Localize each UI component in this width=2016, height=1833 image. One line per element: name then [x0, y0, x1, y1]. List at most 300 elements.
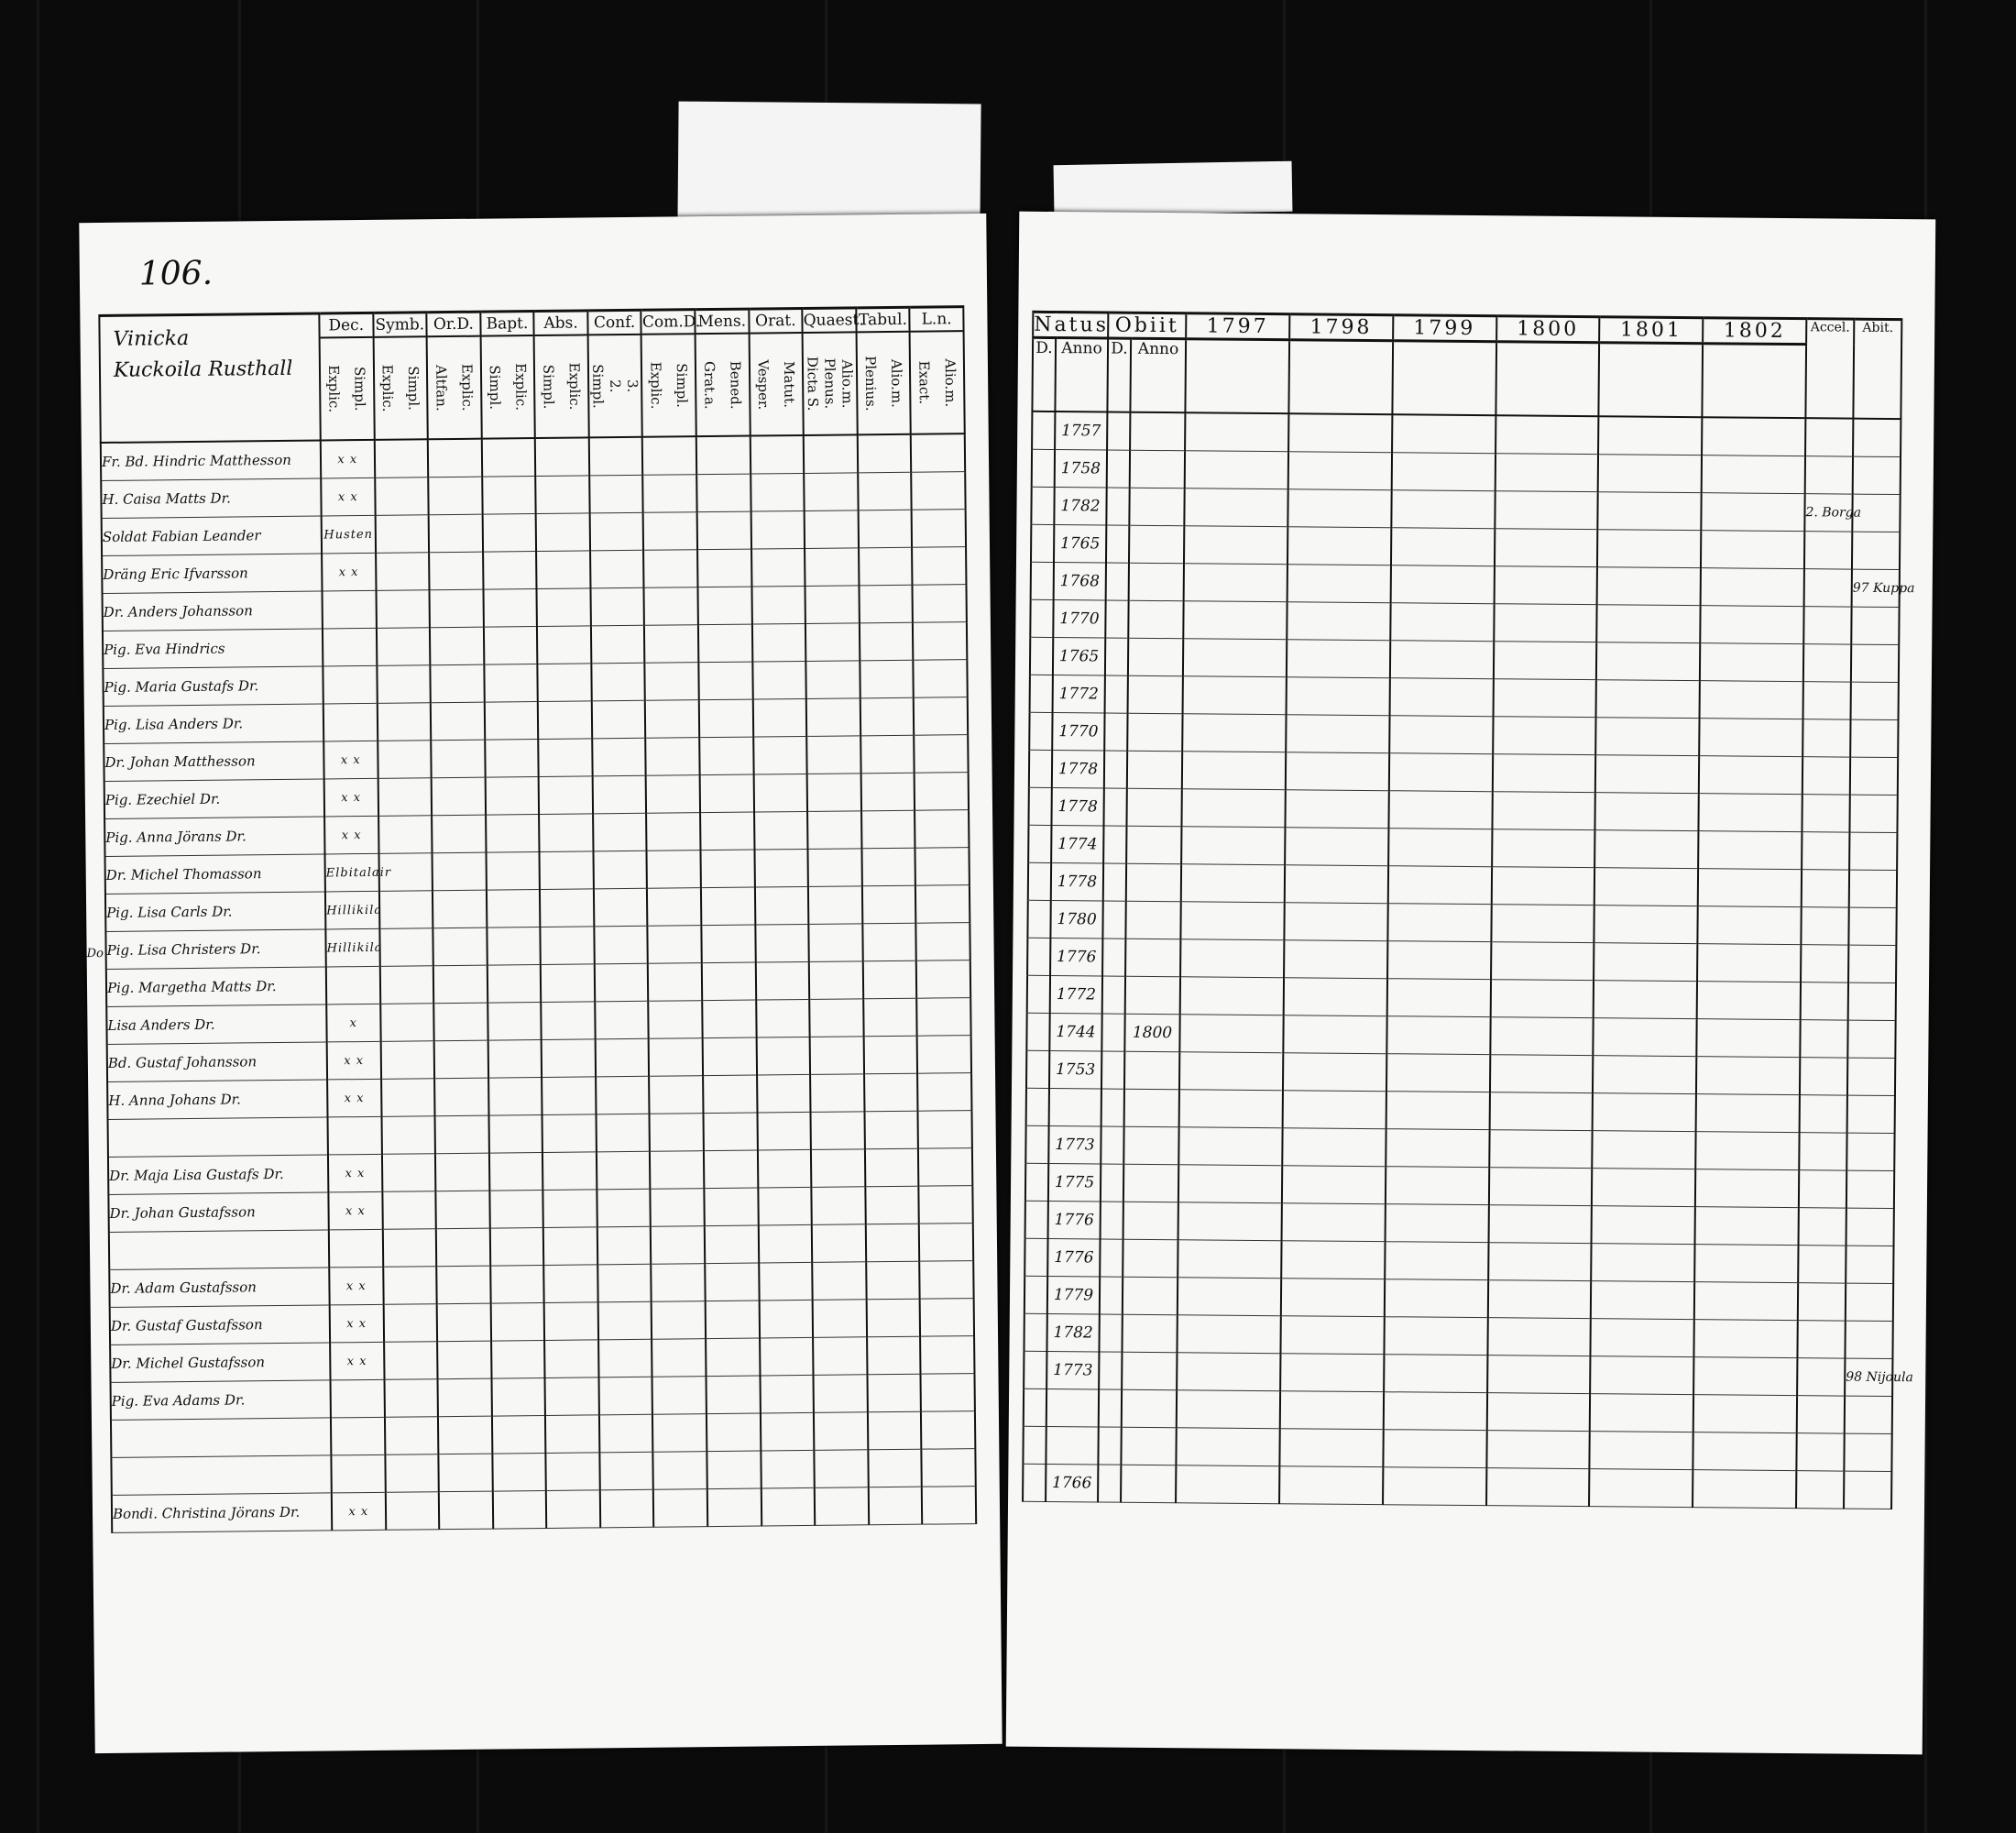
- exam-mark-cell: [435, 1153, 489, 1191]
- obiit-d: [1101, 1201, 1123, 1238]
- exam-mark-cell: [537, 588, 591, 627]
- year-1798: [1284, 902, 1387, 940]
- year-1798: [1285, 789, 1388, 828]
- exam-mark-cell: [752, 661, 806, 699]
- obiit-anno: [1121, 1427, 1176, 1465]
- natus-d: [1032, 411, 1055, 449]
- exam-mark-cell: [384, 1379, 438, 1418]
- paper-tab-right: [1054, 161, 1293, 216]
- exam-mark-cell: [812, 1224, 866, 1263]
- exam-mark-cell: [914, 697, 968, 736]
- exam-mark-cell: [696, 436, 751, 475]
- year-1798: [1283, 1052, 1386, 1091]
- exam-mark-cell: [700, 774, 754, 813]
- year-1797: [1178, 1126, 1282, 1165]
- exam-mark-cell: [545, 1415, 599, 1454]
- exam-mark-cell: [647, 888, 701, 927]
- exam-mark-cell: [758, 1149, 812, 1188]
- natus-anno: 1778: [1051, 862, 1103, 900]
- exam-mark-cell: [916, 923, 970, 961]
- year-1797: [1182, 788, 1286, 827]
- obiit-d: [1101, 1088, 1124, 1125]
- exam-mark-cell: [701, 887, 755, 926]
- obiit-anno: [1130, 412, 1185, 450]
- exam-mark-cell: [597, 1264, 652, 1302]
- exam-mark-cell: [699, 737, 753, 775]
- abiit-cell: [1853, 418, 1901, 456]
- exam-mark-cell: [592, 738, 646, 776]
- exam-mark-cell: [862, 923, 916, 961]
- year-1801: [1595, 792, 1699, 830]
- year-1802: [1697, 943, 1801, 982]
- exam-mark-cell: x x: [330, 1304, 384, 1343]
- exam-mark-cell: [809, 999, 863, 1037]
- column-group-header: [641, 310, 701, 437]
- year-1801: [1594, 1017, 1697, 1056]
- obiit-anno: [1122, 1389, 1177, 1428]
- exam-mark-cell: [756, 1037, 810, 1075]
- year-1798: [1280, 1315, 1384, 1354]
- accessit-cell: [1800, 1019, 1847, 1057]
- accessit-cell: [1802, 831, 1849, 869]
- abiit-cell: [1850, 757, 1898, 795]
- exam-mark-cell: [858, 510, 912, 548]
- obiit-anno: [1128, 600, 1183, 639]
- exam-mark-cell: [653, 1489, 707, 1528]
- column-group-header: [803, 308, 864, 435]
- column-sub-label: Explic.: [458, 363, 477, 412]
- year-1797: [1182, 713, 1286, 752]
- exam-mark-cell: [915, 773, 969, 811]
- natus-d: [1031, 524, 1054, 562]
- natus-anno: 1776: [1048, 1201, 1101, 1238]
- exam-mark-cell: [698, 624, 752, 663]
- exam-mark-cell: [805, 623, 860, 662]
- exam-mark-cell: [323, 665, 377, 704]
- exam-mark-cell: [759, 1300, 813, 1338]
- exam-mark-cell: [859, 585, 913, 623]
- exam-mark-cell: [807, 774, 861, 812]
- exam-mark-cell: x x: [322, 553, 376, 591]
- exam-mark-cell: [542, 1114, 597, 1153]
- year-1802: [1693, 1394, 1797, 1432]
- exam-mark-cell: [375, 477, 429, 516]
- natus-anno: 1776: [1050, 938, 1102, 975]
- obiit-anno: [1129, 525, 1184, 564]
- exam-mark-cell: [649, 1038, 703, 1077]
- exam-mark-cell: [753, 736, 807, 774]
- exam-mark-cell: [541, 927, 595, 965]
- column-sub-label: Simpl.: [589, 363, 607, 409]
- left-page: [79, 214, 1002, 1753]
- exam-mark-cell: [808, 886, 862, 925]
- year-1799: [1391, 527, 1495, 565]
- accessit-cell: [1797, 1395, 1845, 1432]
- obiit-d: [1107, 450, 1130, 488]
- accessit-cell: [1798, 1245, 1846, 1282]
- year-1800: [1486, 1392, 1590, 1431]
- year-1801: [1594, 905, 1698, 943]
- year-1799: [1386, 1053, 1490, 1092]
- year-1799: [1383, 1391, 1486, 1430]
- exam-mark-cell: [755, 924, 809, 962]
- year-1800: [1489, 1129, 1593, 1168]
- natus-d: [1029, 712, 1052, 750]
- natus-anno: [1049, 1088, 1101, 1125]
- year-1801: [1598, 454, 1702, 492]
- table-row: [1023, 1464, 1891, 1509]
- exam-mark-cell: [805, 586, 860, 624]
- exam-mark-cell: [808, 849, 862, 887]
- natus-d: [1032, 449, 1055, 487]
- person-name: Pig. Ezechiel Dr.: [104, 779, 324, 819]
- exam-mark-cell: [917, 1036, 971, 1074]
- accessit-cell: [1797, 1357, 1845, 1395]
- exam-mark-cell: [811, 1149, 865, 1188]
- exam-mark-cell: [704, 1150, 758, 1189]
- year-header-1801: 1801: [1599, 317, 1703, 344]
- abiit-cell: [1846, 1133, 1894, 1170]
- exam-mark-cell: [438, 1378, 492, 1417]
- year-1797: [1183, 675, 1287, 714]
- exam-mark-cell: [596, 1076, 650, 1114]
- year-1798: [1281, 1278, 1385, 1316]
- exam-mark-cell: [430, 627, 484, 665]
- accessit-cell: [1805, 456, 1853, 493]
- exam-mark-cell: [430, 589, 484, 628]
- accessit-cell: [1801, 982, 1848, 1019]
- exam-mark-cell: [920, 1336, 974, 1375]
- obiit-d: [1106, 488, 1129, 525]
- column-sub-label: Bened.: [727, 360, 744, 410]
- exam-mark-cell: [432, 777, 486, 816]
- exam-mark-cell: Hillikila: [325, 891, 379, 929]
- exam-mark-cell: [326, 966, 380, 1004]
- obiit-anno: 1800: [1124, 1014, 1179, 1052]
- year-1799: [1384, 1316, 1487, 1355]
- natus-d: [1023, 1464, 1046, 1501]
- exam-mark-cell: [867, 1336, 921, 1375]
- exam-mark-cell: [546, 1453, 600, 1491]
- year-1802: [1700, 642, 1803, 681]
- exam-mark-cell: [592, 700, 646, 739]
- exam-mark-cell: [755, 886, 809, 925]
- obiit-d: [1100, 1276, 1123, 1313]
- exam-mark-cell: [380, 1004, 434, 1042]
- year-1802: [1694, 1281, 1798, 1320]
- year-1797: [1179, 1051, 1283, 1090]
- exam-mark-cell: [485, 777, 539, 816]
- year-1800: [1495, 490, 1598, 529]
- exam-mark-cell: [431, 702, 485, 741]
- exam-mark-cell: [705, 1225, 759, 1264]
- exam-mark-cell: [913, 622, 967, 661]
- exam-mark-cell: [751, 473, 805, 511]
- abiit-cell: [1849, 832, 1897, 870]
- exam-mark-cell: [914, 660, 968, 698]
- exam-mark-cell: [652, 1339, 707, 1377]
- exam-mark-cell: [491, 1377, 545, 1416]
- exam-mark-cell: x x: [324, 778, 378, 817]
- abiit-cell: [1847, 1095, 1895, 1133]
- year-1797: [1178, 1202, 1282, 1240]
- obiit-anno: [1123, 1164, 1178, 1202]
- exam-mark-cell: [540, 851, 594, 890]
- obiit-d: [1102, 975, 1125, 1013]
- year-1802: [1696, 1093, 1800, 1132]
- exam-mark-cell: [645, 700, 699, 739]
- obiit-anno: [1128, 638, 1183, 676]
- exam-mark-cell: [589, 437, 643, 476]
- year-1797: [1181, 826, 1285, 864]
- exam-mark-cell: [385, 1454, 439, 1493]
- year-1802: [1693, 1356, 1797, 1395]
- year-1799: [1388, 828, 1492, 866]
- exam-mark-cell: [436, 1191, 490, 1229]
- exam-mark-cell: [707, 1488, 761, 1527]
- natus-anno: 1744: [1049, 1013, 1101, 1050]
- obiit-d: [1099, 1351, 1122, 1388]
- year-1798: [1287, 526, 1391, 565]
- column-group-label: Conf.: [588, 312, 641, 336]
- year-1800: [1492, 791, 1595, 829]
- exam-mark-cell: x x: [321, 477, 375, 516]
- exam-mark-cell: [380, 1041, 434, 1080]
- person-name: H. Anna Johans Dr.: [107, 1080, 327, 1120]
- accessit-cell: [1799, 1169, 1846, 1207]
- year-1799: [1383, 1466, 1486, 1505]
- obiit-d: [1105, 600, 1128, 638]
- column-sub-label: Altfan.: [433, 364, 450, 412]
- obiit-anno-header: Anno: [1130, 338, 1186, 412]
- column-sub-label: Simpl.: [404, 366, 422, 411]
- exam-mark-cell: [812, 1187, 866, 1225]
- exam-mark-cell: [434, 1040, 488, 1079]
- accessit-cell: [1797, 1320, 1845, 1357]
- year-1798: [1286, 752, 1389, 790]
- year-1797: [1178, 1239, 1281, 1278]
- exam-mark-cell: [598, 1339, 652, 1377]
- year-1798: [1282, 1127, 1386, 1166]
- exam-mark-cell: [702, 962, 756, 1001]
- exam-mark-cell: [703, 1075, 757, 1114]
- year-1798: [1283, 1015, 1386, 1053]
- abiit-cell: [1848, 945, 1896, 982]
- year-1802: [1701, 567, 1804, 606]
- exam-mark-cell: [804, 473, 858, 511]
- exam-mark-cell: [858, 472, 912, 510]
- obiit-d-header: D.: [1107, 338, 1131, 412]
- village-header: [99, 313, 320, 443]
- year-1797: [1177, 1352, 1280, 1390]
- year-1798: [1286, 714, 1389, 752]
- table-row: [112, 1487, 976, 1533]
- exam-mark-cell: [707, 1376, 761, 1414]
- exam-mark-cell: [652, 1301, 706, 1340]
- exam-mark-cell: [806, 661, 860, 699]
- accessit-cell: [1803, 643, 1851, 681]
- right-page: [1006, 212, 1936, 1755]
- natus-d: [1025, 1163, 1048, 1201]
- person-name: Pig. Maria Gustafs Dr.: [103, 666, 323, 707]
- margin-note: Do: [86, 946, 104, 961]
- exam-mark-cell: [644, 550, 698, 588]
- exam-mark-cell: [385, 1492, 439, 1531]
- exam-mark-cell: [482, 477, 536, 515]
- exam-mark-cell: [536, 551, 590, 589]
- accessit-cell: [1801, 906, 1848, 944]
- year-1797: [1179, 1089, 1283, 1127]
- person-name: Dr. Michel Thomasson: [105, 854, 325, 895]
- obiit-d: [1106, 525, 1129, 563]
- exam-mark-cell: [374, 439, 428, 477]
- exam-mark-cell: [699, 699, 753, 738]
- exam-mark-cell: [488, 1039, 542, 1078]
- year-1799: [1391, 489, 1495, 528]
- exam-mark-cell: [805, 510, 859, 549]
- exam-mark-cell: [859, 547, 913, 586]
- exam-mark-cell: [863, 998, 917, 1037]
- obiit-anno: [1127, 751, 1182, 789]
- natus-anno: [1046, 1426, 1098, 1464]
- natus-d: [1026, 1050, 1049, 1088]
- column-group-label: Dec.: [320, 314, 372, 339]
- exam-mark-cell: [536, 476, 590, 514]
- exam-mark-cell: [912, 472, 966, 510]
- natus-d: [1027, 975, 1050, 1013]
- obiit-anno: [1124, 1089, 1179, 1127]
- obiit-anno: [1127, 788, 1182, 827]
- exam-mark-cell: [597, 1226, 652, 1265]
- year-1800: [1486, 1467, 1590, 1506]
- natus-anno: 1779: [1047, 1276, 1100, 1313]
- year-1799: [1388, 790, 1492, 829]
- natus-anno: 1773: [1046, 1351, 1099, 1388]
- natus-anno: 1778: [1052, 750, 1104, 787]
- exam-mark-cell: [546, 1490, 600, 1529]
- exam-mark-cell: [377, 703, 431, 741]
- left-register-table: [98, 305, 977, 1533]
- exam-mark-cell: [488, 964, 542, 1003]
- year-1802: [1699, 718, 1802, 756]
- exam-mark-cell: [487, 927, 541, 966]
- year-1801: [1592, 1168, 1695, 1206]
- year-1801: [1590, 1393, 1693, 1432]
- obiit-d: [1104, 713, 1127, 751]
- exam-mark-cell: x x: [327, 1041, 381, 1080]
- abiit-cell: [1848, 907, 1896, 945]
- column-group-label: Com.D.: [642, 311, 695, 335]
- abiit-cell: [1844, 1433, 1891, 1471]
- year-1799: [1387, 903, 1491, 941]
- exam-mark-cell: [433, 965, 488, 1004]
- column-sub-label: Plenius.: [861, 355, 880, 412]
- natus-d: [1028, 787, 1051, 825]
- exam-mark-cell: [538, 701, 592, 740]
- year-1802: [1699, 793, 1802, 831]
- exam-mark-cell: [329, 1229, 383, 1268]
- exam-mark-cell: [751, 548, 805, 587]
- exam-mark-cell: [918, 1148, 972, 1187]
- exam-mark-cell: [591, 663, 645, 701]
- exam-mark-cell: [433, 1003, 488, 1041]
- person-name: Bondi. Christina Jörans Dr.: [112, 1493, 332, 1533]
- year-1801: [1597, 529, 1701, 567]
- exam-mark-cell: [491, 1340, 545, 1378]
- exam-mark-cell: [434, 1078, 488, 1116]
- year-1799: [1385, 1241, 1488, 1279]
- person-name: Dr. Maja Lisa Gustafs Dr.: [108, 1155, 328, 1195]
- abiit-cell: [1849, 795, 1897, 832]
- year-1802: [1701, 492, 1804, 531]
- year-1797: [1185, 450, 1288, 488]
- exam-mark-cell: [651, 1189, 705, 1227]
- column-sub-label: Alio.m.: [838, 358, 856, 409]
- column-group-label: Or.D.: [427, 313, 479, 338]
- exam-mark-cell: [597, 1189, 651, 1227]
- exam-mark-cell: [378, 778, 432, 817]
- column-sub-label: Explic.: [512, 363, 530, 412]
- exam-mark-cell: [541, 964, 595, 1003]
- abiit-cell: [1845, 1396, 1892, 1433]
- year-1800: [1491, 904, 1594, 942]
- exam-mark-cell: [489, 1190, 543, 1228]
- exam-mark-cell: [484, 664, 538, 703]
- accessit-cell: [1802, 794, 1849, 831]
- column-sub-label: Plenus.: [821, 357, 838, 410]
- exam-mark-cell: [752, 698, 806, 737]
- exam-mark-cell: [643, 512, 697, 551]
- exam-mark-cell: [858, 434, 912, 473]
- year-1797: [1178, 1314, 1281, 1353]
- exam-mark-cell: [806, 736, 860, 774]
- exam-mark-cell: [759, 1262, 813, 1301]
- year-1798: [1287, 639, 1390, 677]
- year-1797: [1179, 1014, 1283, 1052]
- accessit-cell: [1805, 418, 1853, 456]
- exam-mark-cell: [863, 1036, 917, 1074]
- exam-mark-cell: [543, 1190, 597, 1228]
- exam-mark-cell: x x: [324, 816, 378, 854]
- exam-mark-cell: [331, 1379, 385, 1418]
- year-1802: [1697, 981, 1801, 1019]
- obiit-anno: [1123, 1202, 1178, 1240]
- obiit-d: [1101, 1125, 1123, 1163]
- year-1798: [1285, 827, 1388, 865]
- year-1801: [1589, 1468, 1693, 1507]
- exam-mark-cell: [919, 1224, 973, 1262]
- year-1798: [1279, 1428, 1383, 1466]
- exam-mark-cell: [647, 851, 701, 889]
- exam-mark-cell: [542, 1039, 596, 1078]
- person-name: Soldat Fabian Leander: [102, 516, 322, 556]
- year-header-1798: 1798: [1289, 314, 1393, 341]
- exam-mark-cell: [382, 1229, 436, 1268]
- exam-mark-cell: [428, 439, 482, 477]
- exam-mark-cell: [439, 1454, 493, 1492]
- exam-mark-cell: [752, 623, 806, 662]
- person-name: Pig. Lisa Christers Dr.: [105, 929, 325, 970]
- exam-mark-cell: [755, 961, 809, 1000]
- exam-mark-cell: [486, 852, 540, 891]
- exam-mark-cell: [754, 811, 808, 850]
- exam-mark-cell: [323, 590, 377, 629]
- year-1799: [1389, 752, 1493, 791]
- exam-mark-cell: [804, 434, 858, 473]
- year-header-1797: 1797: [1186, 313, 1289, 340]
- exam-mark-cell: [379, 928, 433, 967]
- exam-mark-cell: [866, 1261, 920, 1300]
